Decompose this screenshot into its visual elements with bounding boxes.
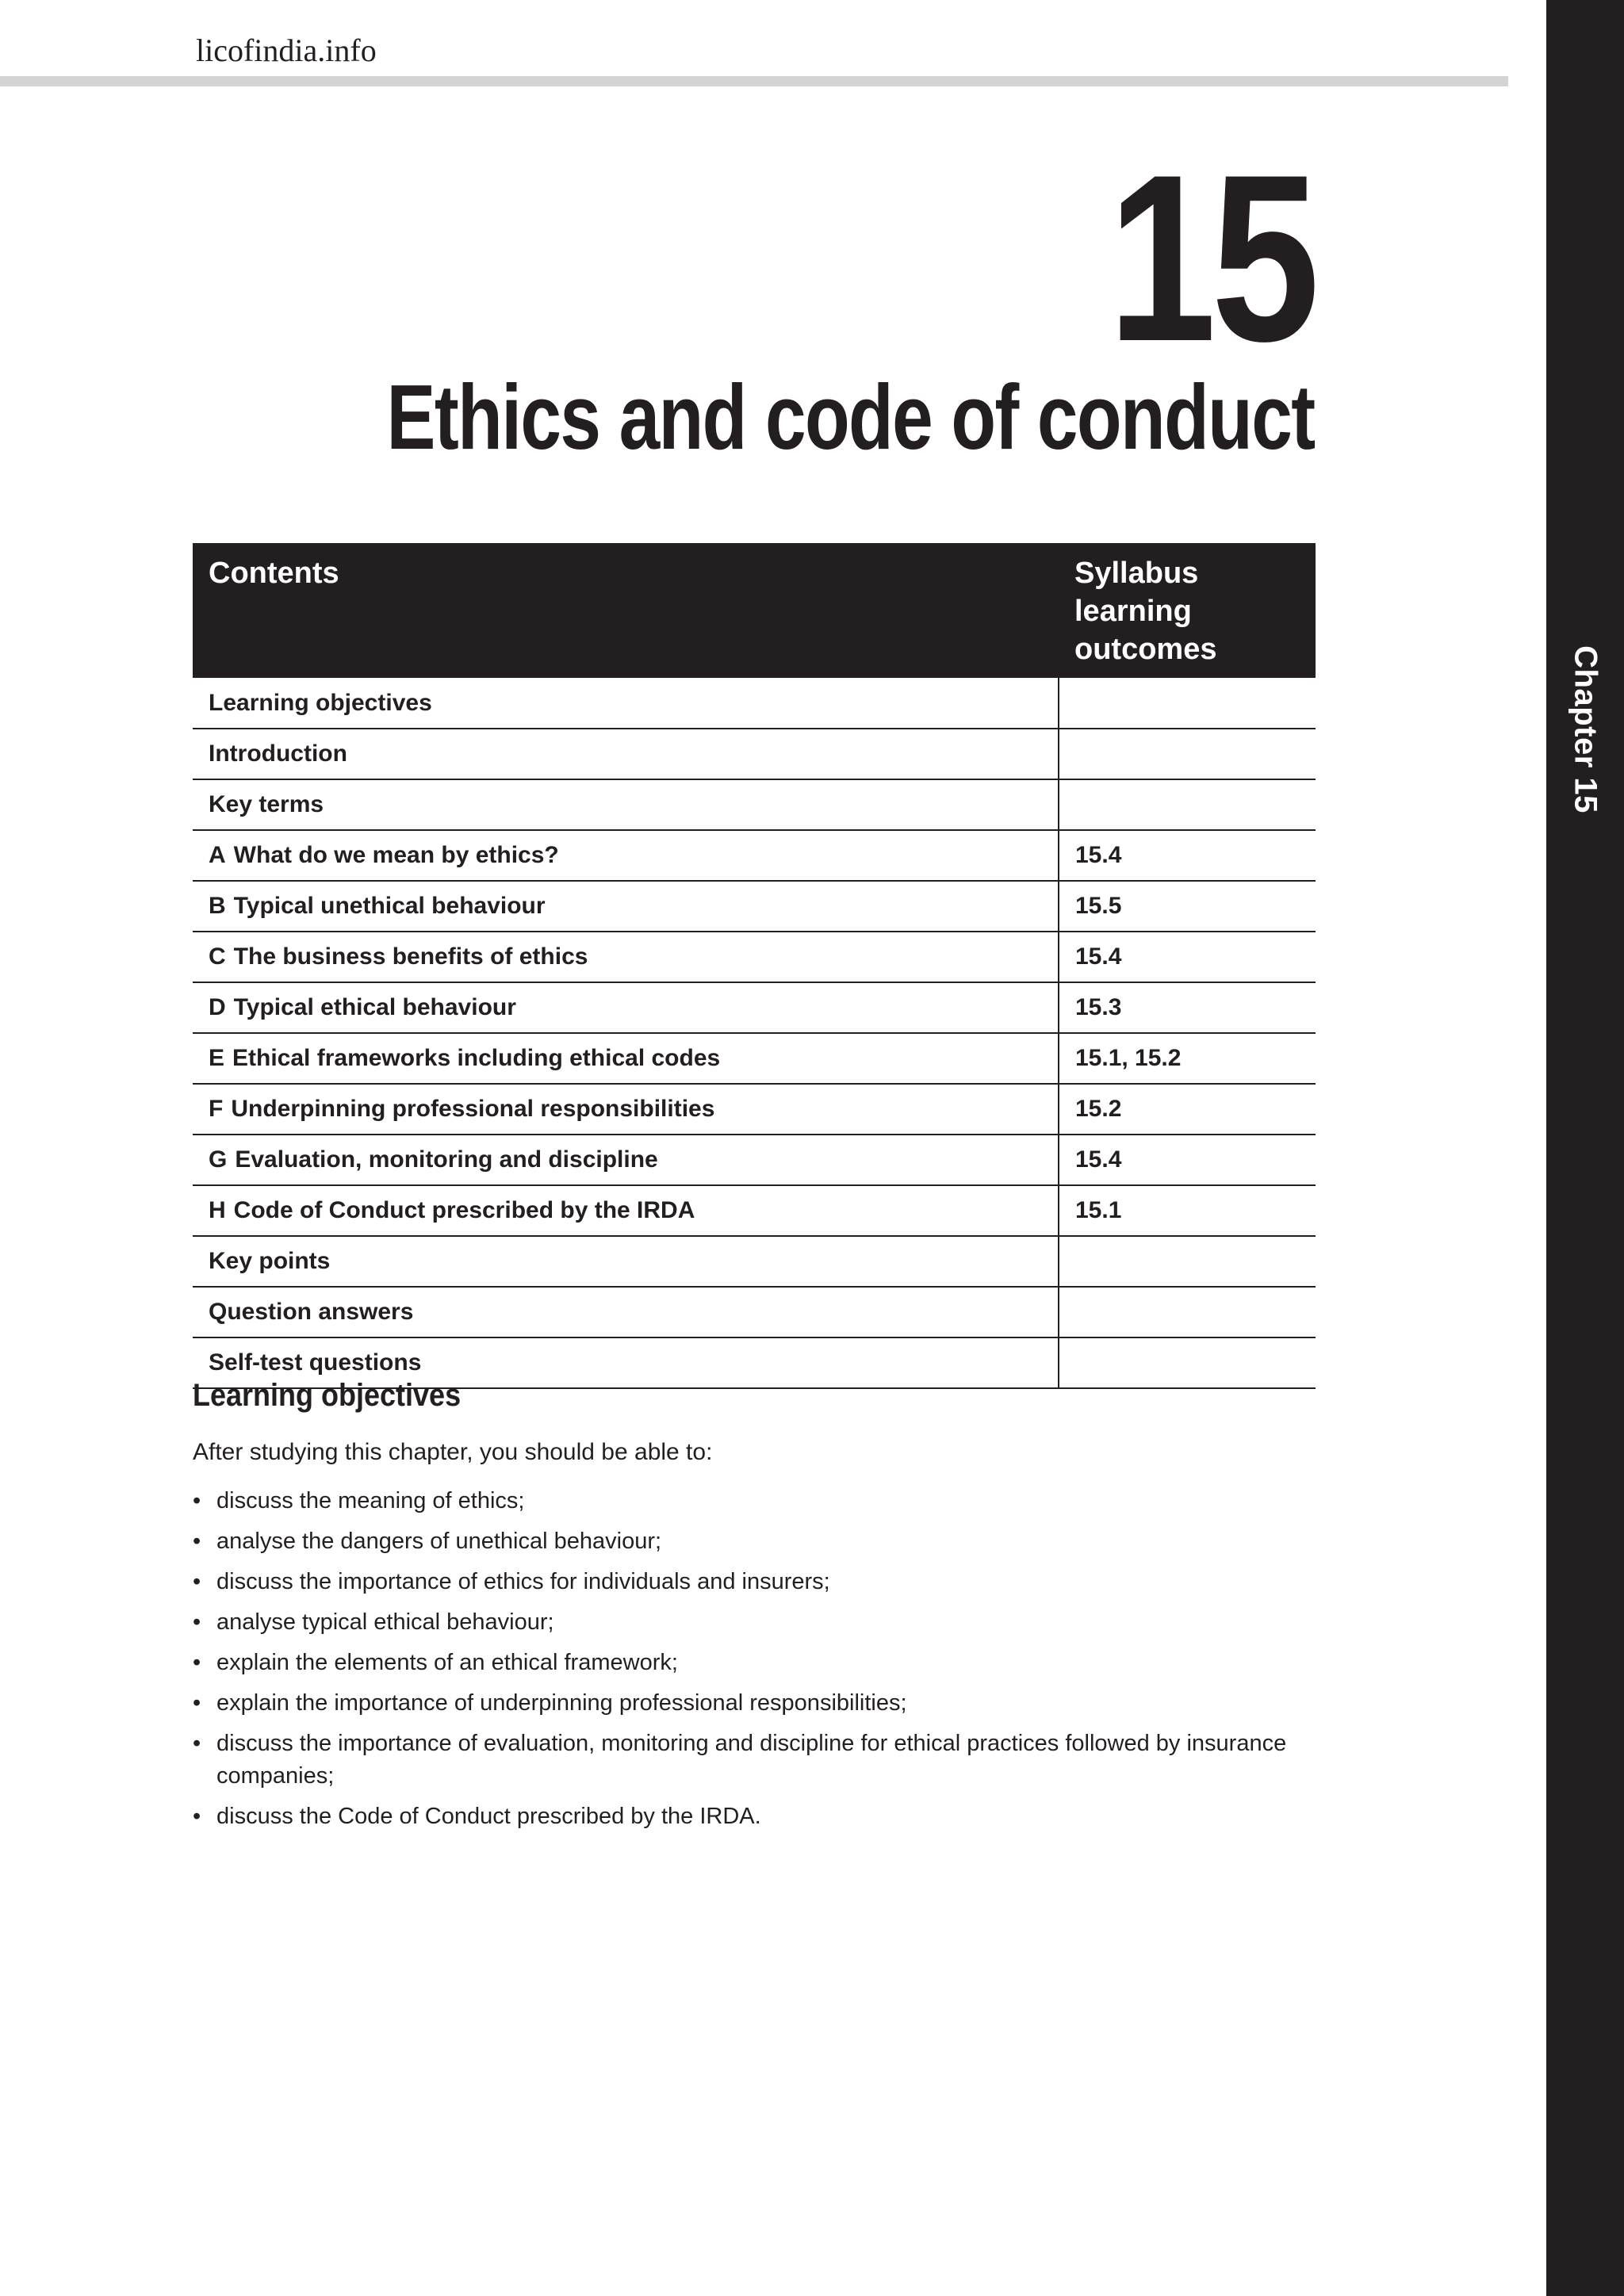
learning-outcome-ref: 15.3	[1059, 982, 1316, 1033]
section-title: Introduction	[209, 740, 347, 767]
contents-row	[193, 932, 1316, 982]
learning-objective-item: • discuss the importance of ethics for individuals and insurers;	[193, 1566, 1327, 1598]
section-title: Typical ethical behaviour	[233, 994, 516, 1020]
contents-table	[193, 543, 1316, 1389]
contents-entry	[193, 1287, 1059, 1337]
contents-entry	[193, 830, 1059, 881]
contents-header: Contents	[193, 543, 1059, 678]
learning-outcome-ref	[1059, 729, 1316, 779]
site-name: licofindia.info	[196, 33, 377, 68]
contents-entry	[193, 1084, 1059, 1135]
section-letter: G	[209, 1146, 228, 1173]
contents-row	[193, 1135, 1316, 1185]
learning-objective-item: • discuss the meaning of ethics;	[193, 1485, 1327, 1517]
learning-objective-item: • analyse typical ethical behaviour;	[193, 1606, 1327, 1639]
contents-row	[193, 729, 1316, 779]
section-title: Ethical frameworks including ethical codes	[232, 1045, 721, 1071]
learning-objective-item: • discuss the importance of evaluation, monitoring and discipline for ethical practices followed by insurance companies;	[193, 1728, 1327, 1793]
chapter-side-label: Chapter 15	[1568, 645, 1603, 813]
learning-objectives-list	[193, 1485, 1327, 1841]
learning-outcome-ref: 15.4	[1059, 1135, 1316, 1185]
contents-entry	[193, 678, 1059, 729]
learning-objective-item: • analyse the dangers of unethical behaviour;	[193, 1525, 1327, 1558]
learning-outcome-ref: 15.2	[1059, 1084, 1316, 1135]
contents-row	[193, 779, 1316, 830]
chapter-side-tab	[1546, 0, 1624, 2296]
contents-entry	[193, 779, 1059, 830]
learning-objectives-heading: Learning objectives	[193, 1378, 462, 1413]
contents-row	[193, 982, 1316, 1033]
section-letter: F	[209, 1096, 224, 1122]
section-title: Evaluation, monitoring and discipline	[235, 1146, 658, 1173]
learning-outcome-ref	[1059, 1236, 1316, 1287]
contents-row	[193, 1185, 1316, 1236]
learning-objective-item: • discuss the Code of Conduct prescribed by the IRDA.	[193, 1800, 1327, 1833]
learning-outcome-ref: 15.4	[1059, 932, 1316, 982]
learning-objective-item: • explain the importance of underpinning professional responsibilities;	[193, 1687, 1327, 1720]
section-title: Self-test questions	[209, 1349, 422, 1376]
section-title: Key terms	[209, 791, 324, 817]
section-title: Underpinning professional responsibilities	[231, 1096, 715, 1122]
learning-outcome-ref	[1059, 1287, 1316, 1337]
contents-row	[193, 1084, 1316, 1135]
section-letter: C	[209, 943, 226, 970]
contents-row	[193, 1287, 1316, 1337]
learning-outcome-ref: 15.1, 15.2	[1059, 1033, 1316, 1084]
contents-entry	[193, 1033, 1059, 1084]
section-title: Learning objectives	[209, 689, 432, 716]
contents-entry	[193, 1236, 1059, 1287]
contents-rows	[193, 678, 1316, 1388]
learning-objective-item: • explain the elements of an ethical framework;	[193, 1647, 1327, 1679]
section-title: Typical unethical behaviour	[233, 893, 546, 919]
section-letter: D	[209, 994, 226, 1020]
chapter-title: Ethics and code of conduct	[386, 365, 1315, 469]
contents-entry	[193, 1185, 1059, 1236]
contents-header-row	[193, 543, 1316, 678]
contents-row	[193, 830, 1316, 881]
contents-entry	[193, 982, 1059, 1033]
section-letter: B	[209, 893, 226, 919]
header-rule	[0, 76, 1508, 86]
contents-entry	[193, 932, 1059, 982]
contents-row	[193, 1033, 1316, 1084]
learning-objectives-intro: After studying this chapter, you should be able to:	[193, 1439, 713, 1465]
learning-outcome-ref: 15.4	[1059, 830, 1316, 881]
learning-outcome-ref: 15.1	[1059, 1185, 1316, 1236]
contents-row	[193, 881, 1316, 932]
section-letter: A	[209, 842, 226, 868]
section-letter: H	[209, 1197, 226, 1223]
section-title: Code of Conduct prescribed by the IRDA	[233, 1197, 695, 1223]
section-title: Key points	[209, 1248, 331, 1274]
section-letter: E	[209, 1045, 225, 1071]
learning-outcome-ref: 15.5	[1059, 881, 1316, 932]
outcomes-header: Syllabus learning outcomes	[1059, 543, 1316, 678]
section-title: The business benefits of ethics	[233, 943, 588, 970]
contents-row	[193, 678, 1316, 729]
section-title: What do we mean by ethics?	[233, 842, 559, 868]
learning-outcome-ref	[1059, 678, 1316, 729]
contents-entry	[193, 729, 1059, 779]
contents-row	[193, 1236, 1316, 1287]
contents-entry	[193, 881, 1059, 932]
section-title: Question answers	[209, 1299, 414, 1325]
learning-outcome-ref	[1059, 1337, 1316, 1388]
learning-outcome-ref	[1059, 779, 1316, 830]
contents-entry	[193, 1135, 1059, 1185]
chapter-number: 15	[1108, 124, 1315, 391]
